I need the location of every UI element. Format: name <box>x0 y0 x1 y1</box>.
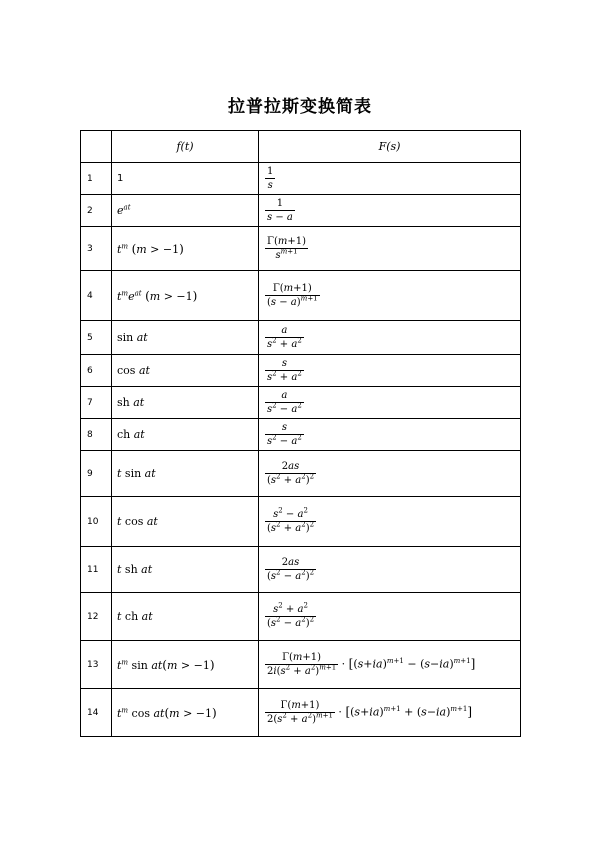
table-row <box>81 321 521 355</box>
row-number: 5 <box>81 321 112 355</box>
row-number: 4 <box>81 271 112 321</box>
table-header-row <box>81 131 521 163</box>
row-number: 11 <box>81 547 112 593</box>
transform-cell: $\frac{1}{s - a}$ <box>259 195 521 227</box>
function-cell: $t^m$ cos at(m > −1) <box>112 689 259 737</box>
function-cell: t sh at <box>112 547 259 593</box>
transform-cell: $\frac{s}{s^2 - a^2}$ <box>259 419 521 451</box>
table-row <box>81 641 521 689</box>
function-cell: sh at <box>112 387 259 419</box>
row-number: 9 <box>81 451 112 497</box>
function-cell: $e^{at}$ <box>112 195 259 227</box>
function-cell: $t^me^{at}$ (m > −1) <box>112 271 259 321</box>
transform-cell: $\frac{s^2 - a^2}{(s^2 + a^2)^2}$ <box>259 497 521 547</box>
row-number: 1 <box>81 163 112 195</box>
header-num <box>81 131 112 163</box>
transform-cell: $\frac{s^2 + a^2}{(s^2 - a^2)^2}$ <box>259 593 521 641</box>
header-ft: f(t) <box>112 131 259 163</box>
table-row <box>81 387 521 419</box>
table-row <box>81 355 521 387</box>
transform-cell: $\frac{a}{s^2 - a^2}$ <box>259 387 521 419</box>
table-row <box>81 547 521 593</box>
table-row <box>81 593 521 641</box>
function-cell: cos at <box>112 355 259 387</box>
row-number: 6 <box>81 355 112 387</box>
table-row <box>81 195 521 227</box>
table-row <box>81 163 521 195</box>
row-number: 2 <box>81 195 112 227</box>
function-cell: $t^m$ (m > −1) <box>112 227 259 271</box>
transform-cell: $\frac{a}{s^2 + a^2}$ <box>259 321 521 355</box>
table-row <box>81 227 521 271</box>
transform-cell: $\frac{\Gamma(m+1)}{2i(s^2 + a^2)^{m+1}}$ · $[(s+ia)^{m+1} - (s-ia)^{m+1}]$ <box>259 641 521 689</box>
table-row <box>81 451 521 497</box>
transform-cell: $\frac{\Gamma(m+1)}{(s - a)^{m+1}}$ <box>259 271 521 321</box>
function-cell: $t^m$ sin at(m > −1) <box>112 641 259 689</box>
row-number: 12 <box>81 593 112 641</box>
transform-cell: $\frac{\Gamma(m+1)}{s^{m+1}}$ <box>259 227 521 271</box>
transform-cell: $\frac{\Gamma(m+1)}{2(s^2 + a^2)^{m+1}}$ · $[(s+ia)^{m+1} + (s-ia)^{m+1}]$ <box>259 689 521 737</box>
table-row <box>81 271 521 321</box>
function-cell: sin at <box>112 321 259 355</box>
function-cell: t sin at <box>112 451 259 497</box>
row-number: 10 <box>81 497 112 547</box>
table-row <box>81 497 521 547</box>
function-cell: t cos at <box>112 497 259 547</box>
laplace-table <box>80 130 521 737</box>
row-number: 3 <box>81 227 112 271</box>
transform-cell: $\frac{1}{s}$ <box>259 163 521 195</box>
function-cell: t ch at <box>112 593 259 641</box>
function-cell: 1 <box>112 163 259 195</box>
table-row <box>81 419 521 451</box>
page-title: 拉普拉斯变换简表 <box>228 97 372 117</box>
transform-cell: $\frac{2as}{(s^2 - a^2)^2}$ <box>259 547 521 593</box>
header-fs: F(s) <box>259 131 521 163</box>
row-number: 7 <box>81 387 112 419</box>
row-number: 13 <box>81 641 112 689</box>
function-cell: ch at <box>112 419 259 451</box>
table-row <box>81 689 521 737</box>
transform-cell: $\frac{s}{s^2 + a^2}$ <box>259 355 521 387</box>
transform-cell: $\frac{2as}{(s^2 + a^2)^2}$ <box>259 451 521 497</box>
row-number: 8 <box>81 419 112 451</box>
row-number: 14 <box>81 689 112 737</box>
